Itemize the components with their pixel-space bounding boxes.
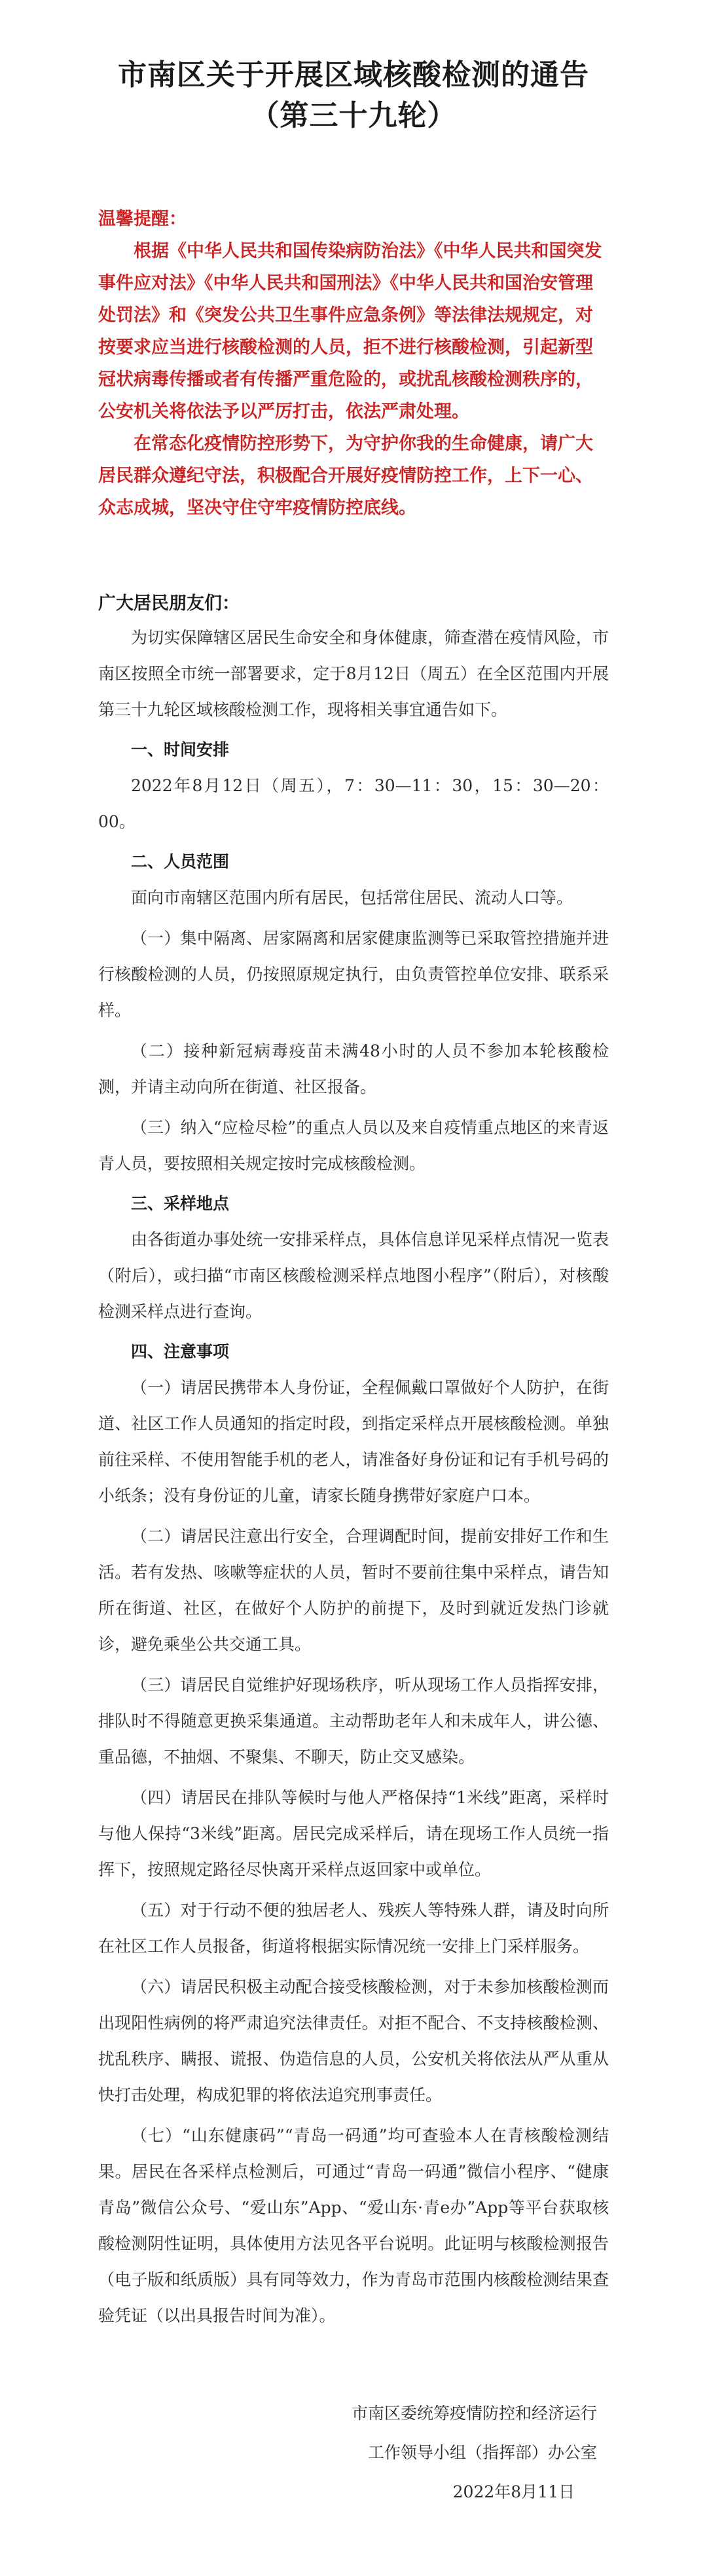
title-line-1: 市南区关于开展区域核酸检测的通告 (118, 58, 589, 92)
section-location-heading: 三、采样地点 (131, 1194, 230, 1213)
section-notes-text-4: （四）请居民在排队等候时与他人严格保持“1米线”距离，采样时与他人保持“3米线”距离。居民完成采样后，请在现场工作人员统一指挥下，按照规定路径尽快离开采样点返回家中或单位。 (98, 1788, 609, 1879)
section-scope-heading: 二、人员范围 (131, 852, 230, 871)
issuer-line-1: 市南区委统筹疫情防控和经济运行 (351, 2404, 597, 2423)
section-notes-text-6: （六）请居民积极主动配合接受核酸检测，对于未参加核酸检测而出现阳性病例的将严肃追究法律责任。对拒不配合、不支持核酸检测、扰乱秩序、瞒报、谎报、伪造信息的人员，公安机关将依法从严从重从快打击处理，构成犯罪的将依法追究刑事责任。 (98, 1977, 609, 2104)
section-location-text: 由各街道办事处统一安排采样点，具体信息详见采样点情况一览表（附后），或扫描“市南区核酸检测采样点地图小程序”（附后），对核酸检测采样点进行查询。 (98, 1230, 609, 1321)
section-time-heading: 一、时间安排 (131, 740, 230, 759)
warm-reminder-block (98, 203, 609, 524)
section-notes-text-7: （七）“山东健康码”“青岛一码通”均可查验本人在青核酸检测结果。居民在各采样点检测后，可通过“青岛一码通”微信小程序、“健康青岛”微信公众号、“爱山东”App、“爱山东·青e办”App等平台获取核酸检测阴性证明，具体使用方法见各平台说明。此证明与核酸检测报告（电子版和纸质版）具有同等效力，作为青岛市范围内核酸检测结果查验凭证（以出具报告时间为准）。 (98, 2126, 609, 2325)
reminder-heading: 温馨提醒： (98, 209, 187, 229)
section-notes-heading: 四、注意事项 (131, 1342, 230, 1361)
issuer-line-2: 工作领导小组（指挥部）办公室 (367, 2443, 597, 2462)
reminder-paragraph-1: 根据《中华人民共和国传染病防治法》《中华人民共和国突发事件应对法》《中华人民共和国刑法》《中华人民共和国治安管理处罚法》和《突发公共卫生事件应急条例》等法律法规规定，对按要求应当进行核酸检测的人员，拒不进行核酸检测，引起新型冠状病毒传播或者有传播严重危险的，或扰乱核酸检测秩序的，公安机关将依法予以严厉打击，依法严肃处理。 (98, 241, 602, 422)
issue-date: 2022年8月11日 (452, 2482, 575, 2501)
issuer-signature (98, 2394, 609, 2512)
section-scope-text-4: （三）纳入“应检尽检”的重点人员以及来自疫情重点地区的来青返青人员，要按照相关规定按时完成核酸检测。 (98, 1118, 609, 1173)
intro-paragraph: 为切实保障辖区居民生命安全和身体健康，筛查潜在疫情风险，市南区按照全市统一部署要求，定于8月12日（周五）在全区范围内开展第三十九轮区域核酸检测工作，现将相关事宜通告如下。 (98, 628, 609, 719)
section-notes-text-5: （五）对于行动不便的独居老人、残疾人等特殊人群，请及时向所在社区工作人员报备，街道将根据实际情况统一安排上门采样服务。 (98, 1901, 609, 1956)
notice-body (98, 620, 609, 2334)
document-title (98, 0, 609, 136)
section-notes-text-2: （二）请居民注意出行安全，合理调配时间，提前安排好工作和生活。若有发热、咳嗽等症状的人员，暂时不要前往集中采样点，请告知所在街道、社区，在做好个人防护的前提下，及时到就近发热门诊就诊，避免乘坐公共交通工具。 (98, 1527, 609, 1654)
title-line-2: （第三十九轮） (250, 99, 457, 132)
section-notes-text-3: （三）请居民自觉维护好现场秩序，听从现场工作人员指挥安排，排队时不得随意更换采集通道。主动帮助老年人和未成年人，讲公德、重品德，不抽烟、不聚集、不聊天，防止交叉感染。 (98, 1675, 609, 1766)
reminder-paragraph-2: 在常态化疫情防控形势下，为守护你我的生命健康，请广大居民群众遵纪守法，积极配合开展好疫情防控工作，上下一心、众志成城，坚决守住守牢疫情防控底线。 (98, 434, 593, 518)
section-scope-text-3: （二）接种新冠病毒疫苗未满48小时的人员不参加本轮核酸检测，并请主动向所在街道、社区报备。 (98, 1041, 609, 1096)
section-scope-text-2: （一）集中隔离、居家隔离和居家健康监测等已采取管控措施并进行核酸检测的人员，仍按照原规定执行，由负责管控单位安排、联系采样。 (98, 929, 609, 1020)
section-scope-text-1: 面向市南辖区范围内所有居民，包括常住居民、流动人口等。 (131, 888, 573, 907)
greeting: 广大居民朋友们： (98, 593, 240, 614)
section-time-text: 2022年8月12日（周五），7：30—11：30，15：30—20：00。 (98, 776, 609, 831)
section-notes-text-1: （一）请居民携带本人身份证，全程佩戴口罩做好个人防护，在街道、社区工作人员通知的指定时段，到指定采样点开展核酸检测。单独前往采样、不使用智能手机的老人，请准备好身份证和记有手机号码的小纸条；没有身份证的儿童，请家长随身携带好家庭户口本。 (98, 1378, 609, 1505)
